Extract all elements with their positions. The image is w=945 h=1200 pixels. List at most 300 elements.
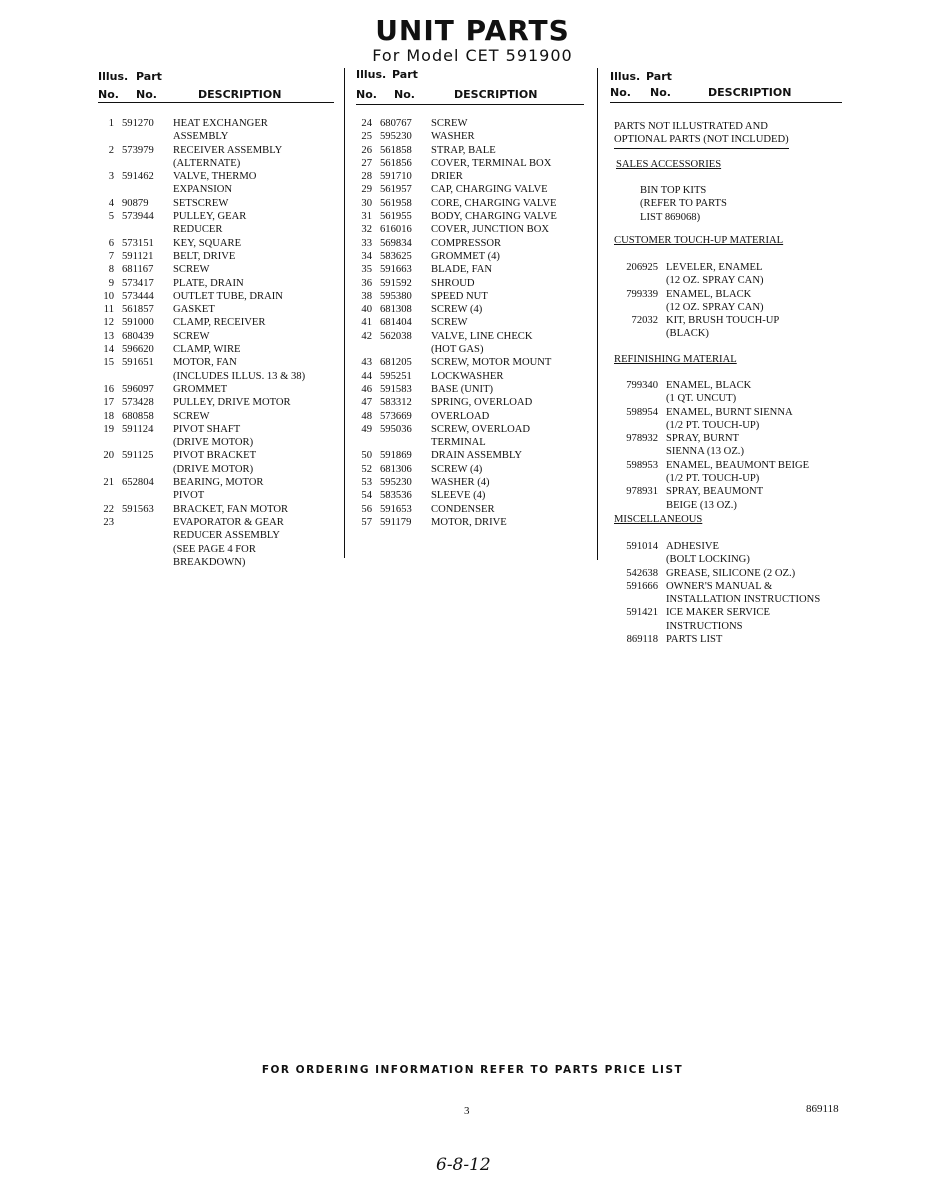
not-illustrated-note: PARTS NOT ILLUSTRATED AND OPTIONAL PARTS (NOT INCLUDED) [614,120,789,149]
part-description: SCREW [173,264,210,276]
illus-number: 54 [361,490,372,502]
part-description: REDUCER ASSEMBLY [173,530,280,542]
illus-number: 6 [108,237,114,249]
table-row [356,356,584,369]
table-row [356,330,584,343]
part-description: EXPANSION [173,184,233,196]
illus-number: 48 [361,410,372,422]
illus-number: 50 [361,450,372,462]
table-row [356,170,584,183]
part-description: RECEIVER ASSEMBLY [173,144,283,156]
part-description: INSTALLATION INSTRUCTIONS [666,594,821,606]
touch-up-heading: CUSTOMER TOUCH-UP MATERIAL [614,235,784,246]
illus-number: 20 [103,450,114,462]
column-divider [597,68,598,560]
part-description: CAP, CHARGING VALVE [431,184,548,196]
table-row [356,436,584,449]
illus-number: 10 [103,290,114,302]
illus-number: 23 [103,516,114,528]
table-row [356,237,584,250]
table-row [356,343,584,356]
part-number: 591421 [626,607,658,619]
part-description: DRIER [431,171,463,183]
part-number: 561858 [380,144,412,156]
part-description: WASHER [431,131,475,143]
table-row [98,117,334,130]
part-number: 591462 [122,171,154,183]
part-description: BEARING, MOTOR [173,477,264,489]
part-number: 569834 [380,237,412,249]
part-number: 595230 [380,131,412,143]
part-number: 652804 [122,477,154,489]
part-description: (12 OZ. SPRAY CAN) [666,275,764,287]
part-description: SLEEVE (4) [431,490,486,502]
part-label: Part [392,68,418,81]
table-row [356,503,584,516]
part-number: 573669 [380,410,412,422]
part-number: 591869 [380,450,412,462]
part-no-label: No. [394,88,415,101]
illus-label: Illus. [98,70,129,83]
part-number: 90879 [122,197,149,209]
sales-accessories-text: BIN TOP KITS (REFER TO PARTS LIST 869068) [640,185,727,223]
page-title: UNIT PARTS [375,14,570,47]
illus-number: 22 [103,503,114,515]
part-description: BREAKDOWN) [173,556,246,568]
part-description: SPRAY, BURNT [666,433,740,445]
table-row [98,476,334,489]
illus-number: 24 [361,118,372,129]
part-number: 591710 [380,171,412,183]
illus-number: 46 [361,383,372,395]
table-row [98,330,334,343]
handwritten-note: 6-8-12 [436,1155,491,1175]
part-number: 591121 [122,250,154,262]
part-number: 978931 [626,486,658,498]
illus-number: 9 [108,277,114,289]
table-row [98,356,334,369]
part-description: PIVOT BRACKET [173,450,257,462]
illus-number: 2 [108,144,114,156]
part-number: 591663 [380,264,412,276]
part-description: GASKET [173,304,215,316]
header-rule [356,104,584,105]
illus-number: 41 [361,317,372,329]
part-description: SCREW (4) [431,463,483,475]
illus-label: Illus. [356,68,387,81]
table-row [98,130,334,143]
part-number: 591651 [122,357,154,369]
part-number: 596620 [122,344,154,356]
part-number: 591014 [626,541,658,552]
part-description: GROMMET (4) [431,250,500,262]
illus-number: 30 [361,197,372,209]
part-description: CONDENSER [431,503,495,515]
illus-number: 28 [361,171,372,183]
table-row [98,516,334,529]
part-number: 573428 [122,397,154,409]
part-description: TERMINAL [431,437,486,449]
parts-rows [356,117,584,529]
part-description: LOCKWASHER [431,370,504,382]
part-description: SCREW [431,118,468,129]
illus-number: 11 [103,304,114,316]
part-description: COVER, JUNCTION BOX [431,224,550,236]
illus-number: 35 [361,264,372,276]
part-description: (12 OZ. SPRAY CAN) [666,301,764,313]
illus-number: 7 [108,250,114,262]
illus-number: 1 [108,118,114,129]
part-description: ENAMEL, BURNT SIENNA [666,406,793,418]
illus-label: Illus. [610,70,641,83]
part-description: ENAMEL, BEAUMONT BEIGE [666,459,810,471]
parts-rows [98,117,334,569]
part-description: BEIGE (13 OZ.) [666,499,737,511]
part-number: 561958 [380,197,412,209]
part-number: 680767 [380,118,412,129]
part-description: SCREW, OVERLOAD [431,423,531,435]
illus-no-label: No. [610,86,631,99]
part-description: SPEED NUT [431,290,488,302]
table-row [98,343,334,356]
part-number: 583625 [380,250,412,262]
part-description: KIT, BRUSH TOUCH-UP [666,315,780,327]
part-description: REDUCER [173,224,223,236]
table-row [98,170,334,183]
part-number: 681404 [380,317,412,329]
column-header [356,68,584,102]
part-number: 680439 [122,330,154,342]
part-description: PULLEY, GEAR [173,211,247,223]
illus-number: 33 [361,237,372,249]
part-number: 206925 [626,262,658,273]
part-label: Part [136,70,162,83]
part-description: BODY, CHARGING VALVE [431,211,557,223]
part-number: 680858 [122,410,154,422]
table-row [98,503,334,516]
table-row [356,489,584,502]
part-description: PARTS LIST [666,634,723,646]
part-description: ENAMEL, BLACK [666,380,752,391]
table-row [98,237,334,250]
part-number: 591592 [380,277,412,289]
part-number: 598953 [626,459,658,471]
part-no-label: No. [136,88,157,101]
part-number: 573417 [122,277,154,289]
illus-no-label: No. [356,88,377,101]
part-number: 591000 [122,317,154,329]
illus-number: 57 [361,516,372,528]
part-description: COMPRESSOR [431,237,502,249]
part-number: 573444 [122,290,154,302]
table-row [98,210,334,223]
part-description: CORE, CHARGING VALVE [431,197,557,209]
column-divider [344,68,345,558]
illus-number: 38 [361,290,372,302]
part-number: 681205 [380,357,412,369]
table-row [98,529,334,542]
part-number: 591653 [380,503,412,515]
table-row [98,183,334,196]
illus-number: 5 [108,211,114,223]
part-number: 72032 [631,315,658,327]
table-row [356,117,584,130]
table-row [356,516,584,529]
table-row [356,210,584,223]
table-row [98,463,334,476]
part-description: (DRIVE MOTOR) [173,463,254,475]
illus-number: 17 [103,397,114,409]
table-row [98,449,334,462]
part-description: WASHER (4) [431,477,490,489]
document-number: 869118 [806,1103,839,1115]
refinishing-heading: REFINISHING MATERIAL [614,354,737,365]
part-number: 591125 [122,450,154,462]
table-row [356,303,584,316]
table-row [98,197,334,210]
table-row [356,157,584,170]
table-row [356,277,584,290]
table-row [356,263,584,276]
illus-number: 52 [361,463,372,475]
part-description: BRACKET, FAN MOTOR [173,503,289,515]
table-row [356,290,584,303]
part-number: 561957 [380,184,412,196]
table-row [356,223,584,236]
part-description: BLADE, FAN [431,264,493,276]
part-number: 595230 [380,477,412,489]
part-number: 799339 [626,288,658,300]
part-number: 583536 [380,490,412,502]
part-number: 978932 [626,433,658,445]
part-description: SCREW, MOTOR MOUNT [431,357,552,369]
part-number: 561857 [122,304,154,316]
column-header [610,68,842,102]
illus-number: 14 [103,344,114,356]
part-description: (BLACK) [666,328,709,340]
part-description: PLATE, DRAIN [173,277,244,289]
part-number: 596097 [122,383,154,395]
part-description: GROMMET [173,383,228,395]
part-description: MOTOR, FAN [173,357,237,369]
part-label: Part [646,70,672,83]
part-number: 681167 [122,264,154,276]
part-description: PIVOT SHAFT [173,423,241,435]
part-description: DRAIN ASSEMBLY [431,450,523,462]
illus-number: 42 [361,330,372,342]
part-description: SPRING, OVERLOAD [431,397,533,409]
table-row [98,223,334,236]
part-number: 542638 [626,567,658,579]
part-number: 591270 [122,118,154,129]
part-number: 591666 [626,580,658,592]
part-description: (INCLUDES ILLUS. 13 & 38) [173,370,306,382]
table-row [98,543,334,556]
description-label: DESCRIPTION [454,88,538,101]
part-description: (1 QT. UNCUT) [666,393,737,405]
part-description: PULLEY, DRIVE MOTOR [173,397,291,409]
table-row [98,423,334,436]
table-row [356,144,584,157]
part-description: SCREW [173,330,210,342]
part-description: COVER, TERMINAL BOX [431,157,552,169]
illus-no-label: No. [98,88,119,101]
part-number: 595380 [380,290,412,302]
part-description: ENAMEL, BLACK [666,288,752,300]
illus-number: 21 [103,477,114,489]
table-row [98,436,334,449]
parts-column-2 [356,68,584,528]
part-number: 799340 [626,380,658,391]
part-description: BASE (UNIT) [431,383,494,395]
description-label: DESCRIPTION [198,88,282,101]
part-number: 591124 [122,423,154,435]
illus-number: 13 [103,330,114,342]
illus-number: 36 [361,277,372,289]
table-row [356,250,584,263]
part-number: 595036 [380,423,412,435]
table-row [356,449,584,462]
table-row [98,250,334,263]
part-number: 573151 [122,237,154,249]
part-description: VALVE, THERMO [173,171,257,183]
part-description: CLAMP, RECEIVER [173,317,266,329]
illus-number: 32 [361,224,372,236]
part-description: (1/2 PT. TOUCH-UP) [666,419,760,431]
part-description: MOTOR, DRIVE [431,516,507,528]
part-number: 573944 [122,211,154,223]
header-rule [610,102,842,103]
illus-number: 49 [361,423,372,435]
table-row [98,410,334,423]
parts-column-3 [610,68,842,646]
illus-number: 47 [361,397,372,409]
illus-number: 3 [108,171,114,183]
part-number: 681306 [380,463,412,475]
part-description: OVERLOAD [431,410,490,422]
illus-number: 16 [103,383,114,395]
sales-accessories-heading: SALES ACCESSORIES [616,159,722,170]
part-description: (SEE PAGE 4 FOR [173,543,256,555]
part-description: SCREW (4) [431,304,483,316]
part-description: (ALTERNATE) [173,157,241,169]
table-row [356,316,584,329]
table-row [98,157,334,170]
illus-number: 31 [361,211,372,223]
table-row [356,476,584,489]
part-description: OUTLET TUBE, DRAIN [173,290,283,302]
part-description: GREASE, SILICONE (2 OZ.) [666,567,796,579]
table-row [98,277,334,290]
part-description: ADHESIVE [666,541,719,552]
table-row [356,383,584,396]
part-description: SPRAY, BEAUMONT [666,486,764,498]
illus-number: 34 [361,250,372,262]
table-row [98,396,334,409]
part-description: OWNER'S MANUAL & [666,580,773,592]
part-description: (HOT GAS) [431,344,484,356]
part-description: INSTRUCTIONS [666,620,743,632]
part-description: BELT, DRIVE [173,250,236,262]
part-description: STRAP, BALE [431,144,496,156]
part-number: 561856 [380,157,412,169]
part-number: 562038 [380,330,412,342]
part-number: 573979 [122,144,154,156]
illus-number: 19 [103,423,114,435]
table-row [98,316,334,329]
ordering-footer: FOR ORDERING INFORMATION REFER TO PARTS PRICE LIST [261,1064,684,1076]
illus-number: 29 [361,184,372,196]
column-header [98,68,334,102]
page-number: 3 [464,1105,470,1117]
part-number: 561955 [380,211,412,223]
part-description: HEAT EXCHANGER [173,118,268,129]
part-description: ASSEMBLY [173,131,229,143]
part-description: SHROUD [431,277,475,289]
illus-number: 12 [103,317,114,329]
table-row [98,489,334,502]
illus-number: 40 [361,304,372,316]
part-description: (DRIVE MOTOR) [173,437,254,449]
table-row [98,303,334,316]
illus-number: 27 [361,157,372,169]
part-number: 595251 [380,370,412,382]
illus-number: 4 [108,197,114,209]
table-row [356,410,584,423]
parts-column-1 [98,68,334,568]
illus-number: 18 [103,410,114,422]
part-description: ICE MAKER SERVICE [666,607,770,619]
part-description: KEY, SQUARE [173,237,242,249]
table-row [356,130,584,143]
table-row [356,183,584,196]
part-number: 869118 [626,634,658,646]
table-row [356,370,584,383]
part-description: EVAPORATOR & GEAR [173,516,284,528]
table-row [356,197,584,210]
part-description: SETSCREW [173,197,229,209]
part-description: SCREW [173,410,210,422]
table-row [356,423,584,436]
part-description: (BOLT LOCKING) [666,554,750,566]
model-subtitle: For Model CET 591900 [372,46,573,65]
table-row [356,463,584,476]
table-row [98,556,334,569]
part-description: CLAMP, WIRE [173,344,241,356]
illus-number: 15 [103,357,114,369]
illus-number: 53 [361,477,372,489]
part-number: 591179 [380,516,412,528]
illus-number: 44 [361,370,372,382]
part-number: 598954 [626,406,658,418]
table-row [98,370,334,383]
illus-number: 8 [108,264,114,276]
table-row [98,263,334,276]
part-description: VALVE, LINE CHECK [431,330,533,342]
part-description: LEVELER, ENAMEL [666,262,763,273]
part-number: 681308 [380,304,412,316]
part-number: 616016 [380,224,412,236]
table-row [356,396,584,409]
illus-number: 25 [361,131,372,143]
part-no-label: No. [650,86,671,99]
miscellaneous-heading: MISCELLANEOUS [614,514,703,525]
description-label: DESCRIPTION [708,86,792,99]
header-rule [98,102,334,103]
part-number: 583312 [380,397,412,409]
part-description: SCREW [431,317,468,329]
illus-number: 43 [361,357,372,369]
